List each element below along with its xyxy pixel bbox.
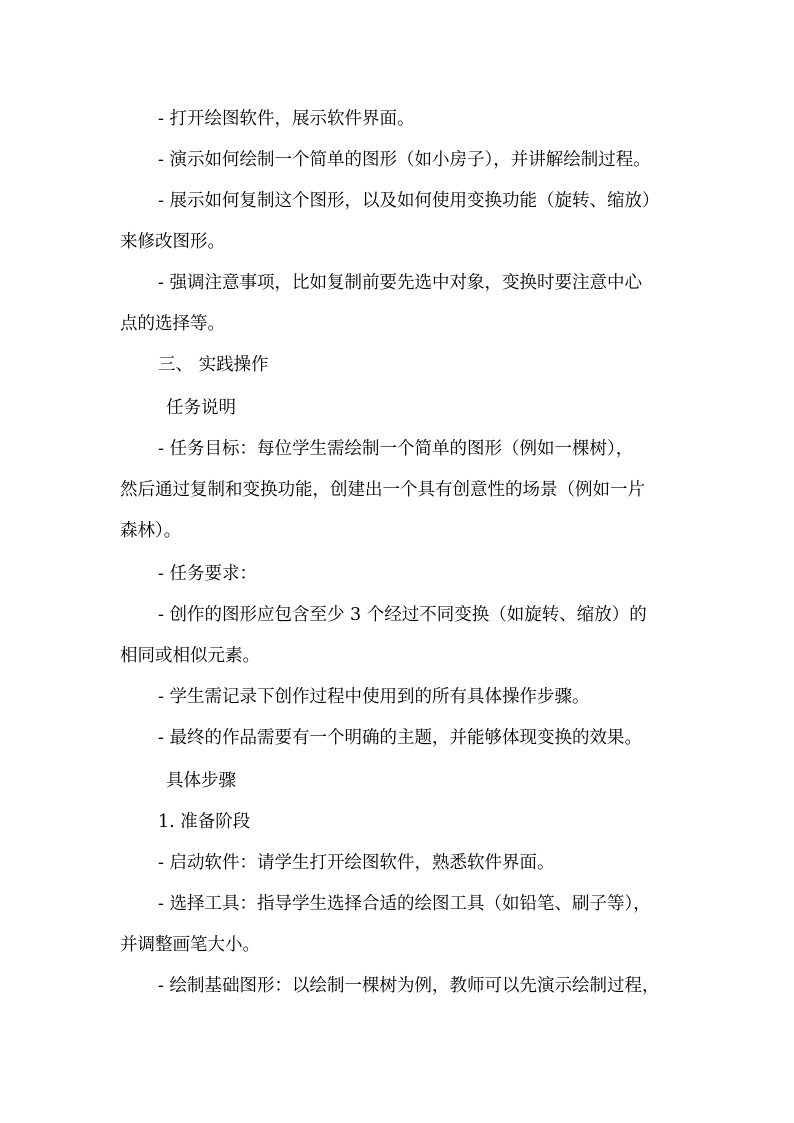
text-line: - 创作的图形应包含至少 3 个经过不同变换（如旋转、缩放）的 [158, 605, 647, 625]
text-line: - 任务目标：每位学生需绘制一个简单的图形（例如一棵树）， [158, 439, 634, 459]
numbered-heading: 1. 准备阶段 [158, 812, 251, 832]
subsection-heading: 任务说明 [166, 398, 236, 418]
text-line: 来修改图形。 [120, 232, 225, 252]
text-line: 并调整画笔大小。 [120, 935, 260, 955]
subsection-heading: 具体步骤 [166, 771, 236, 791]
text-line: - 打开绘图软件，展示软件界面。 [158, 109, 415, 129]
text-line: - 强调注意事项，比如复制前要先选中对象，变换时要注意中心 [158, 273, 642, 293]
text-line: - 学生需记录下创作过程中使用到的所有具体操作步骤。 [158, 687, 590, 707]
text-line: 森林）。 [120, 521, 182, 541]
text-line: - 演示如何绘制一个简单的图形（如小房子），并讲解绘制过程。 [158, 150, 651, 170]
section-heading: 三、 实践操作 [158, 355, 269, 375]
text-line: 点的选择等。 [120, 314, 225, 334]
text-line: - 最终的作品需要有一个明确的主题，并能够体现变换的效果。 [158, 728, 642, 748]
text-line: - 启动软件：请学生打开绘图软件，熟悉软件界面。 [158, 853, 555, 873]
text-line: 然后通过复制和变换功能，创建出一个具有创意性的场景（例如一片 [120, 480, 645, 500]
text-line: - 展示如何复制这个图形，以及如何使用变换功能（旋转、缩放） [158, 191, 660, 211]
text-line: - 绘制基础图形：以绘制一棵树为例，教师可以先演示绘制过程， [158, 976, 660, 996]
text-line: - 选择工具：指导学生选择合适的绘图工具（如铅笔、刷子等）， [158, 894, 651, 914]
text-line: 相同或相似元素。 [120, 646, 260, 666]
text-line: - 任务要求： [158, 564, 257, 584]
